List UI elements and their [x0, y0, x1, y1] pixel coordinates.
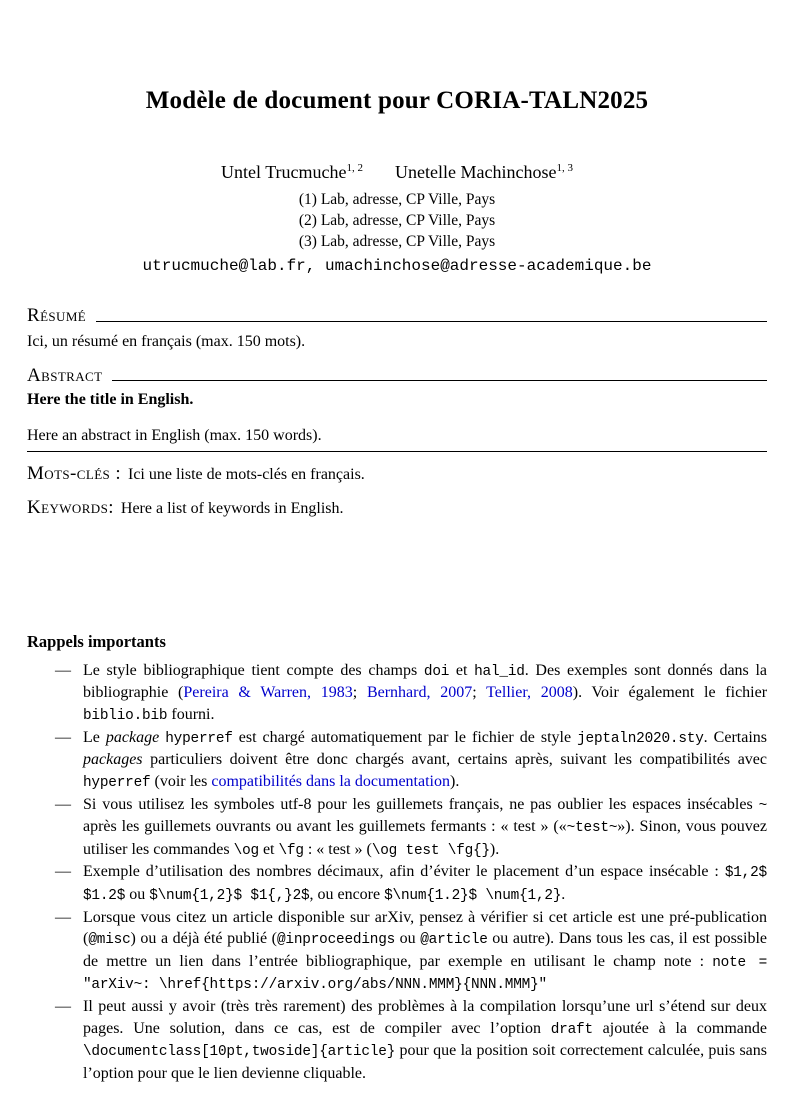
- text: Le: [83, 728, 106, 746]
- list-item-6: [55, 996, 767, 1085]
- keywords-label: Keywords:: [27, 496, 114, 518]
- list-item-3: [55, 794, 767, 862]
- text: ) ou a déjà été publié (: [130, 930, 277, 948]
- hyperlink[interactable]: Pereira & Warren, 1983: [183, 684, 353, 702]
- text: ou: [395, 930, 421, 948]
- code-text: @inproceedings: [276, 932, 396, 949]
- abstract-label: Abstract: [27, 364, 103, 386]
- text: ;: [472, 684, 487, 702]
- affiliation-line-2: (2) Lab, adresse, CP Ville, Pays: [298, 212, 496, 230]
- code-text: @misc: [88, 932, 131, 949]
- affiliation-line-3: (3) Lab, adresse, CP Ville, Pays: [298, 233, 496, 251]
- text: Le style bibliographique tient compte des champs: [83, 661, 424, 679]
- paper-title: Modèle de document pour CORIA-TALN2025: [145, 87, 649, 114]
- code-text: $1,2$ $1.2$: [83, 865, 767, 904]
- author-1-name: Untel Trucmuche: [221, 162, 347, 182]
- code-text: \fg: [278, 842, 304, 859]
- text: ou: [125, 885, 150, 903]
- code-text: biblio.bib: [83, 708, 168, 725]
- author-1-affiliation-refs: 1, 2: [346, 162, 364, 174]
- keywords-line: [27, 497, 767, 520]
- list-item-dash: —: [55, 795, 71, 813]
- code-text: hyperref: [165, 730, 233, 747]
- list-item-5: [55, 907, 767, 996]
- text: ).: [449, 773, 460, 791]
- abstract-block: [27, 305, 767, 519]
- text: ou autre). Dans tous les cas, il est possible de mettre un lien dans l’entrée bibliographique, par exemple en utilisant le champ note :: [83, 930, 768, 970]
- list-item-dash: —: [55, 998, 71, 1016]
- list-item-dash: —: [55, 863, 71, 881]
- author-2-affiliation-refs: 1, 3: [556, 162, 573, 174]
- italic-text: package: [105, 728, 160, 746]
- list-item-2: [55, 727, 767, 794]
- affiliation-line-1: (1) Lab, adresse, CP Ville, Pays: [298, 191, 496, 209]
- hyperlink[interactable]: Tellier, 2008: [486, 684, 573, 702]
- hyperlink[interactable]: Bernhard, 2007: [366, 684, 473, 702]
- text: ). Voir également le fichier: [572, 684, 768, 702]
- text: .: [561, 885, 566, 903]
- author-2-name: Unetelle Machinchose: [395, 162, 557, 182]
- text: fourni.: [167, 706, 215, 724]
- code-text: @article: [420, 932, 488, 949]
- list-item-dash: —: [55, 728, 71, 746]
- text: ;: [352, 684, 367, 702]
- text: est chargé automatiquement par le fichier de style: [232, 728, 578, 746]
- resume-label: Résumé: [27, 304, 87, 326]
- code-text: ~test~: [566, 820, 618, 837]
- author-2: [395, 162, 573, 182]
- text: et: [258, 840, 279, 858]
- text: et: [449, 661, 475, 679]
- resume-rule: [96, 321, 767, 322]
- abstract-text: Here an abstract in English (max. 150 words).: [27, 427, 322, 445]
- text: (voir les: [150, 773, 212, 791]
- code-text: \og test \fg{}: [371, 842, 490, 859]
- text: ajoutée à la commande: [592, 1019, 767, 1037]
- abstract-bottom-rule: [27, 451, 767, 452]
- list-item-dash: —: [55, 661, 71, 679]
- text: , ou encore: [309, 885, 385, 903]
- abstract-rule: [112, 380, 767, 381]
- code-text: note = "arXiv~: \href{https://arxiv.org/abs/NNN.MMM}{NNN.MMM}": [83, 954, 768, 994]
- mots-cles-text: Ici une liste de mots-clés en français.: [128, 465, 365, 483]
- text: . Certains: [703, 728, 767, 746]
- code-text: ~: [758, 797, 767, 814]
- text: Si vous utilisez les symboles utf-8 pour les guillemets français, ne pas oublier les espaces insécables: [83, 795, 759, 813]
- text: : « test » (: [303, 840, 372, 858]
- hyperlink[interactable]: compatibilités dans la documentation: [211, 773, 450, 791]
- code-text: draft: [550, 1021, 593, 1038]
- text: Il peut aussi y avoir (très très rarement) des problèmes à la compilation lorsqu’une url s’étend sur deux pages. Une solution, dans ce cas, est de compiler avec l’option: [83, 998, 767, 1037]
- rappels-heading: Rappels importants: [27, 632, 166, 652]
- text: Lorsque vous citez un article disponible sur arXiv, pensez à vérifier si cet article est une pré-publication (: [83, 908, 767, 948]
- list-item-1: [55, 660, 767, 727]
- code-text: doi: [423, 663, 450, 680]
- code-text: \documentclass[10pt,twoside]{article}: [83, 1044, 396, 1061]
- resume-text: Ici, un résumé en français (max. 150 mots).: [27, 332, 306, 350]
- code-text: jeptaln2020.sty: [577, 730, 704, 747]
- text: ).: [489, 840, 500, 858]
- keywords-text: Here a list of keywords in English.: [120, 499, 344, 517]
- list-item-dash: —: [55, 908, 71, 926]
- abstract-section-header: [27, 365, 767, 387]
- authors-line: [27, 160, 767, 184]
- mots-cles-line: [27, 463, 767, 486]
- author-1: [221, 162, 363, 182]
- text: »). Sinon, vous pouvez utiliser les commandes: [83, 818, 767, 858]
- text: après les guillemets ouvrants ou avant les guillemets fermants : « test » («: [83, 818, 567, 836]
- rappels-list: [55, 660, 767, 1085]
- list-item-4: [55, 861, 767, 906]
- text: . Des exemples sont donnés dans la bibliographie (: [83, 661, 768, 702]
- author-emails[interactable]: utrucmuche@lab.fr, umachinchose@adresse-academique.be: [142, 257, 652, 276]
- resume-section-header: [27, 305, 767, 327]
- english-title: Here the title in English.: [27, 391, 194, 409]
- text: pour que la position soit correctement calculée, puis sans l’option pour que le lien devienne cliquable.: [83, 1042, 767, 1082]
- text: particuliers doivent être donc chargés avant, certains après, suivant les compatibilités avec: [142, 751, 767, 769]
- code-text: hyperref: [83, 775, 151, 792]
- code-text: $\num{1.2}$ \num{1,2}: [384, 887, 562, 904]
- text: Exemple d’utilisation des nombres décimaux, afin d’éviter le placement d’un espace insécable :: [83, 863, 725, 881]
- code-text: \og: [233, 842, 259, 859]
- code-text: $\num{1,2}$ $1{,}2$: [149, 887, 310, 904]
- affiliations-block: [27, 190, 767, 253]
- mots-cles-label: Mots-clés :: [27, 462, 121, 484]
- italic-text: packages: [83, 751, 143, 769]
- code-text: hal_id: [474, 663, 525, 680]
